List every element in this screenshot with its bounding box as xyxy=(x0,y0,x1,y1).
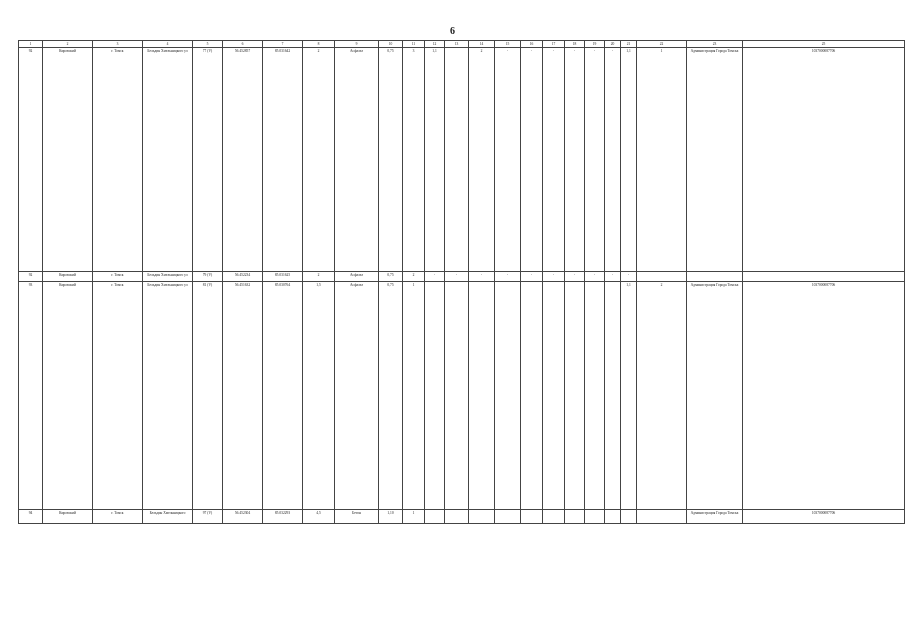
cell-c21: 1,1 xyxy=(621,48,637,272)
cell-c7: 85.031642 xyxy=(263,48,303,272)
cell-c16 xyxy=(521,282,543,510)
cell-c14: 2 xyxy=(469,48,495,272)
cell-c18: - xyxy=(565,272,585,282)
cell-c10: 1,10 xyxy=(379,510,403,524)
cell-c13: - xyxy=(445,272,469,282)
cell-c7: 85.032293 xyxy=(263,510,303,524)
header-cell: 5 xyxy=(193,41,223,48)
cell-c11: 1 xyxy=(403,282,425,510)
cell-c8: 2 xyxy=(303,48,335,272)
cell-c17: - xyxy=(543,272,565,282)
cell-c8: 2 xyxy=(303,272,335,282)
cell-c23: Администрация Города Томска xyxy=(687,510,743,524)
cell-c15: - xyxy=(495,48,521,272)
cell-c16: - xyxy=(521,272,543,282)
header-cell: 17 xyxy=(543,41,565,48)
header-cell: 6 xyxy=(223,41,263,48)
cell-c7: 85.031625 xyxy=(263,272,303,282)
header-cell: 7 xyxy=(263,41,303,48)
cell-c1: 92 xyxy=(19,48,43,272)
cell-c1: 94 xyxy=(19,510,43,524)
cell-c19: - xyxy=(585,272,605,282)
cell-c22: 2 xyxy=(637,282,687,510)
cell-c19 xyxy=(585,282,605,510)
cell-c22 xyxy=(637,510,687,524)
cell-c13 xyxy=(445,510,469,524)
cell-c4: Бельдин Хмельницкого ул xyxy=(143,272,193,282)
cell-c6: 56.452304 xyxy=(223,510,263,524)
header-row xyxy=(19,41,905,48)
header-cell: 13 xyxy=(445,41,469,48)
cell-c8: 1,5 xyxy=(303,282,335,510)
cell-c24: 1037000087706 xyxy=(743,510,905,524)
cell-c21 xyxy=(621,510,637,524)
header-cell: 23 xyxy=(687,41,743,48)
cell-c15 xyxy=(495,510,521,524)
cell-c9: Асфальт xyxy=(335,272,379,282)
header-cell: 20 xyxy=(605,41,621,48)
cell-c21: 1,1 xyxy=(621,282,637,510)
cell-c12 xyxy=(425,510,445,524)
header-cell: 22 xyxy=(637,41,687,48)
header-cell: 8 xyxy=(303,41,335,48)
header-cell: 10 xyxy=(379,41,403,48)
cell-c24 xyxy=(743,272,905,282)
cell-c22 xyxy=(637,272,687,282)
cell-c2: Кировский xyxy=(43,510,93,524)
cell-c12 xyxy=(425,282,445,510)
header-cell: 14 xyxy=(469,41,495,48)
cell-c12: 1,1 xyxy=(425,48,445,272)
header-cell: 3 xyxy=(93,41,143,48)
cell-c3: г. Томск xyxy=(93,48,143,272)
cell-c21: - xyxy=(621,272,637,282)
cell-c5: 97 (V) xyxy=(193,510,223,524)
cell-c12: - xyxy=(425,272,445,282)
cell-c13 xyxy=(445,48,469,272)
cell-c9: Бетон xyxy=(335,510,379,524)
header-cell: 4 xyxy=(143,41,193,48)
cell-c6: 56.451632 xyxy=(223,282,263,510)
cell-c22: 1 xyxy=(637,48,687,272)
cell-c4: Бельдин Хмельницкого ул xyxy=(143,48,193,272)
cell-c5: 79 (V) xyxy=(193,272,223,282)
cell-c6: 56.452857 xyxy=(223,48,263,272)
cell-c20: - xyxy=(605,48,621,272)
cell-c17 xyxy=(543,510,565,524)
header-cell: 12 xyxy=(425,41,445,48)
cell-c20 xyxy=(605,510,621,524)
cell-c20: - xyxy=(605,272,621,282)
header-cell: 16 xyxy=(521,41,543,48)
header-cell: 15 xyxy=(495,41,521,48)
header-cell: 18 xyxy=(565,41,585,48)
header-cell: 2 xyxy=(43,41,93,48)
cell-c3: г. Томск xyxy=(93,282,143,510)
cell-c10: 0,75 xyxy=(379,272,403,282)
cell-c5: 81 (V) xyxy=(193,282,223,510)
cell-c10: 0,75 xyxy=(379,282,403,510)
cell-c11: 1 xyxy=(403,510,425,524)
cell-c4: Бельдин Хмельницкого ул xyxy=(143,282,193,510)
header-cell: 21 xyxy=(621,41,637,48)
cell-c1: 93 xyxy=(19,282,43,510)
cell-c23 xyxy=(687,272,743,282)
cell-c14: - xyxy=(469,272,495,282)
cell-c2: Кировский xyxy=(43,48,93,272)
cell-c18 xyxy=(565,282,585,510)
header-cell: 25 xyxy=(743,41,905,48)
cell-c14 xyxy=(469,510,495,524)
cell-c11: 2 xyxy=(403,272,425,282)
header-cell: 9 xyxy=(335,41,379,48)
header-cell: 1 xyxy=(19,41,43,48)
cell-c20 xyxy=(605,282,621,510)
cell-c16: - xyxy=(521,48,543,272)
cell-c18: - xyxy=(565,48,585,272)
cell-c9: Асфальт xyxy=(335,282,379,510)
page-number: 6 xyxy=(450,26,455,37)
cell-c1: 92 xyxy=(19,272,43,282)
cell-c14 xyxy=(469,282,495,510)
cell-c2: Кировский xyxy=(43,272,93,282)
cell-c9: Асфальт xyxy=(335,48,379,272)
cell-c11: 3 xyxy=(403,48,425,272)
cell-c16 xyxy=(521,510,543,524)
cell-c8: 4,5 xyxy=(303,510,335,524)
cell-c13 xyxy=(445,282,469,510)
cell-c7: 85.030764 xyxy=(263,282,303,510)
cell-c4: Бельдин Хмельницкого xyxy=(143,510,193,524)
table-row xyxy=(19,282,905,510)
cell-c23: Администрация Города Томска xyxy=(687,48,743,272)
cell-c3: г. Томск xyxy=(93,272,143,282)
cell-c17: - xyxy=(543,48,565,272)
cell-c19: - xyxy=(585,48,605,272)
cell-c23: Администрация Города Томска xyxy=(687,282,743,510)
cell-c10: 0,75 xyxy=(379,48,403,272)
cell-c24: 1037000087706 xyxy=(743,282,905,510)
cell-c2: Кировский xyxy=(43,282,93,510)
cell-c5: 77 (V) xyxy=(193,48,223,272)
header-cell: 11 xyxy=(403,41,425,48)
cell-c24: 1037000087706 xyxy=(743,48,905,272)
cell-c6: 56.452234 xyxy=(223,272,263,282)
cell-c17 xyxy=(543,282,565,510)
table-row xyxy=(19,510,905,524)
cell-c18 xyxy=(565,510,585,524)
cell-c15: - xyxy=(495,272,521,282)
register-table xyxy=(18,40,905,524)
cell-c15 xyxy=(495,282,521,510)
cell-c19 xyxy=(585,510,605,524)
table-row xyxy=(19,272,905,282)
header-cell: 19 xyxy=(585,41,605,48)
table-row xyxy=(19,48,905,272)
cell-c3: г. Томск xyxy=(93,510,143,524)
